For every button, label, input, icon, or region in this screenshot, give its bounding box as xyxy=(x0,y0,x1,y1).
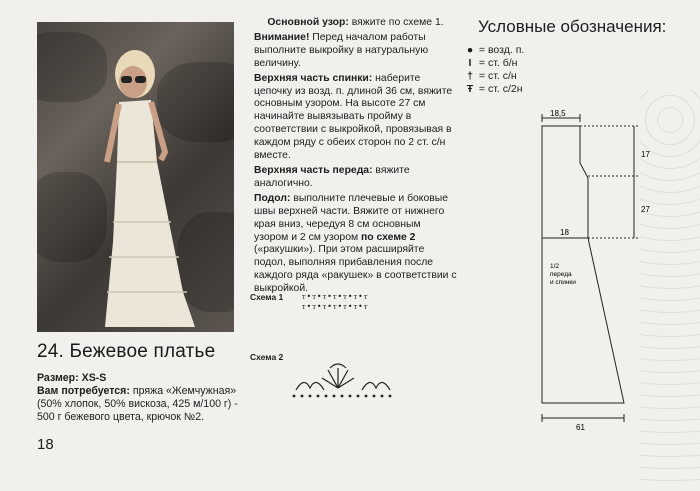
attention-label: Внимание! xyxy=(254,31,310,43)
attention-text: Перед началом работы выполните выкройку в натуральную величину. xyxy=(254,31,429,69)
hem-scheme: по схеме 2 xyxy=(361,231,416,243)
materials-block xyxy=(37,372,242,424)
dim-armhole-height: 17 xyxy=(641,150,650,159)
treble-crochet-icon: Ŧ xyxy=(466,83,474,95)
size-value: XS-S xyxy=(81,372,107,384)
dim-bottom-width: 61 xyxy=(576,423,585,432)
dress-photo xyxy=(37,22,234,332)
scheme1-chart xyxy=(302,292,368,312)
legend-text: = ст. б/н xyxy=(478,57,518,69)
hem-text: выполните плечевые и боковые швы верхней части. Вяжите от нижнего края вниз, чередуя 8 см основным узором и 2 см узором xyxy=(254,192,449,243)
back-label: Верхняя часть спинки: xyxy=(254,72,373,84)
piece-label-3: и спинки xyxy=(550,279,576,286)
needs-text: пряжа «Жемчужная» (50% хлопок, 50% вискоза, 425 м/100 г) - 500 г бежевого цвета, крючок №2. xyxy=(37,385,238,423)
dim-top-width: 18,5 xyxy=(550,109,566,118)
legend-list xyxy=(464,44,524,96)
legend-text: = ст. с/н xyxy=(478,70,517,82)
hem-label: Подол: xyxy=(254,192,291,204)
scheme2-label: Схема 2 xyxy=(250,352,284,362)
dim-waist-width: 18 xyxy=(560,228,569,237)
legend-item xyxy=(464,44,524,57)
page-number: 18 xyxy=(37,436,54,453)
legend-text: = ст. с/2н xyxy=(478,83,523,95)
scheme1-row: ᴛ•ᴛ•ᴛ•ᴛ•ᴛ•ᴛ•ᴛ xyxy=(302,302,369,311)
hem-text-2: («ракушки»). При этом расширяйте подол, выполняя прибавления после каждого ряда «ракушек» в соответствии с выкройкой. xyxy=(254,244,457,295)
needs-label: Вам потребуется: xyxy=(37,385,130,397)
chain-stitch-icon: ● xyxy=(466,44,474,56)
model-figure-icon xyxy=(95,42,205,332)
piece-label-2: переда xyxy=(550,271,572,278)
dim-body-height: 27 xyxy=(641,205,650,214)
double-crochet-icon: † xyxy=(467,70,473,82)
scheme1-row: ᴛ•ᴛ•ᴛ•ᴛ•ᴛ•ᴛ•ᴛ xyxy=(302,292,369,301)
back-text: наберите цепочку из возд. п. длиной 36 см, вяжите основным узором. На высоте 27 см начинайте вывязывать пройму в соответствии с выкройкой, провязывая в каждом ряду с обеих сторон по 2 ст. с/н вместе. xyxy=(254,72,453,162)
scheme2-shells-icon xyxy=(288,358,398,400)
legend-item xyxy=(464,83,524,96)
size-label: Размер: xyxy=(37,372,79,384)
product-title: 24. Бежевое платье xyxy=(37,341,216,362)
main-pattern-label: Основной узор: xyxy=(267,17,349,28)
piece-label-1: 1/2 xyxy=(550,263,560,270)
legend-text: = возд. п. xyxy=(478,44,525,56)
front-label: Верхняя часть переда: xyxy=(254,164,373,176)
instructions-column xyxy=(254,17,457,298)
pattern-diagram xyxy=(520,108,660,433)
single-crochet-icon: I xyxy=(468,57,472,69)
legend-title: Условные обозначения: xyxy=(478,17,667,36)
scheme1-label: Схема 1 xyxy=(250,292,284,302)
legend-item xyxy=(464,57,524,70)
legend-item xyxy=(464,70,524,83)
front-text: вяжите аналогично. xyxy=(254,164,410,189)
main-pattern-text: вяжите по схеме 1. xyxy=(351,17,444,28)
